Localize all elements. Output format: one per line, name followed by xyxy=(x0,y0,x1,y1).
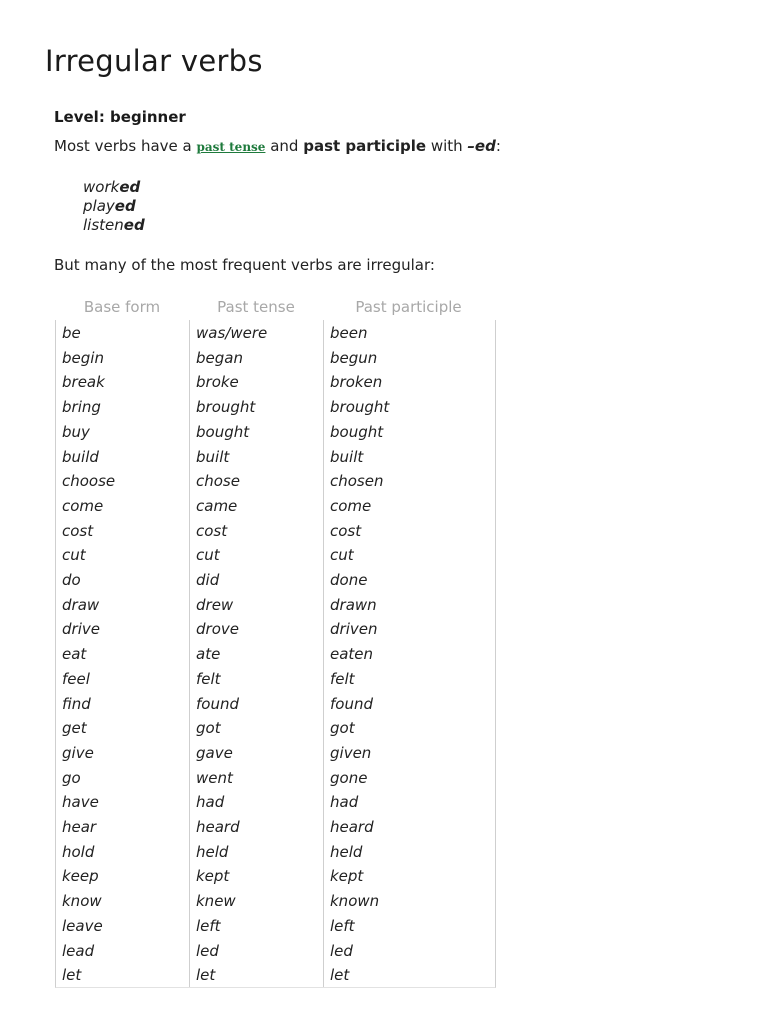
past-tense-cell: chose xyxy=(196,472,240,491)
past-tense-cell: found xyxy=(196,694,239,713)
table-row xyxy=(56,666,495,691)
irregular-intro: But many of the most frequent verbs are irregular: xyxy=(54,256,435,274)
example-item: worked xyxy=(83,178,141,196)
table-row xyxy=(56,345,495,370)
table-header xyxy=(0,298,768,320)
past-tense-cell: left xyxy=(196,916,221,935)
base-form-cell: keep xyxy=(62,867,99,886)
past-participle-cell: cost xyxy=(330,521,362,540)
verb-table xyxy=(55,320,496,988)
table-row xyxy=(56,616,495,641)
base-form-cell: be xyxy=(62,324,81,342)
table-row xyxy=(56,592,495,617)
past-tense-cell: cut xyxy=(196,546,220,565)
table-row xyxy=(56,938,495,963)
table-row xyxy=(56,518,495,543)
table-row xyxy=(56,715,495,740)
base-form-cell: bring xyxy=(62,398,101,417)
base-form-cell: get xyxy=(62,719,87,738)
past-participle-cell: given xyxy=(330,743,372,762)
past-participle-cell: let xyxy=(330,966,350,985)
table-row xyxy=(56,320,495,345)
past-participle-cell: built xyxy=(330,447,364,466)
base-form-cell: cut xyxy=(62,546,86,565)
past-participle-cell: heard xyxy=(330,818,374,836)
past-participle-cell: driven xyxy=(330,620,378,639)
past-participle-cell: held xyxy=(330,842,363,861)
past-participle-cell: chosen xyxy=(330,472,384,491)
intro-text-and: and xyxy=(265,137,304,155)
table-row xyxy=(56,567,495,592)
table-row xyxy=(56,394,495,419)
past-participle-cell: cut xyxy=(330,546,354,565)
past-tense-cell: came xyxy=(196,496,238,515)
past-participle-cell: known xyxy=(330,892,380,911)
past-tense-cell: kept xyxy=(196,867,230,886)
past-tense-cell: drove xyxy=(196,620,239,639)
table-row xyxy=(56,740,495,765)
base-form-cell: do xyxy=(62,571,81,589)
page-title: Irregular verbs xyxy=(45,44,263,78)
table-row xyxy=(56,468,495,493)
base-form-cell: give xyxy=(62,743,94,762)
past-tense-cell: was/were xyxy=(196,324,268,342)
base-form-cell: choose xyxy=(62,472,116,491)
table-row xyxy=(56,814,495,839)
base-form-cell: leave xyxy=(62,916,103,935)
table-row xyxy=(56,369,495,394)
base-form-cell: go xyxy=(62,768,81,787)
base-form-cell: begin xyxy=(62,348,104,367)
past-tense-cell: let xyxy=(196,966,216,985)
past-participle-cell: kept xyxy=(330,867,364,886)
base-form-cell: come xyxy=(62,496,104,515)
intro-colon: : xyxy=(495,137,501,155)
intro-paragraph xyxy=(54,137,501,155)
table-row xyxy=(56,419,495,444)
past-participle-cell: broken xyxy=(330,373,383,392)
past-participle-cell: gone xyxy=(330,768,368,787)
past-participle-cell: bought xyxy=(330,422,384,441)
base-form-cell: drive xyxy=(62,620,100,639)
past-participle-cell: come xyxy=(330,496,372,515)
past-participle-cell: had xyxy=(330,793,359,812)
table-row xyxy=(56,691,495,716)
example-list xyxy=(83,178,145,235)
base-form-cell: know xyxy=(62,892,102,911)
past-tense-cell: gave xyxy=(196,743,233,762)
past-participle-cell: done xyxy=(330,571,368,589)
past-tense-cell: did xyxy=(196,571,220,589)
table-row xyxy=(56,542,495,567)
past-tense-cell: got xyxy=(196,719,221,738)
ed-suffix: –ed xyxy=(467,137,496,155)
table-row xyxy=(56,765,495,790)
base-form-cell: build xyxy=(62,447,99,466)
example-item: played xyxy=(83,197,136,215)
base-form-cell: eat xyxy=(62,645,87,664)
table-row xyxy=(56,888,495,913)
header-base-form: Base form xyxy=(83,298,161,316)
past-tense-cell: broke xyxy=(196,373,239,392)
past-tense-cell: built xyxy=(196,447,230,466)
table-row xyxy=(56,839,495,864)
base-form-cell: cost xyxy=(62,521,94,540)
past-tense-cell: led xyxy=(196,941,219,960)
base-form-cell: draw xyxy=(62,595,100,614)
past-tense-cell: had xyxy=(196,793,225,812)
base-form-cell: hold xyxy=(62,842,95,861)
table-row xyxy=(56,863,495,888)
table-row xyxy=(56,789,495,814)
past-tense-cell: began xyxy=(196,348,243,367)
past-tense-cell: drew xyxy=(196,595,234,614)
past-participle-cell: begun xyxy=(330,348,378,367)
past-participle-cell: been xyxy=(330,324,368,342)
past-participle-cell: left xyxy=(330,916,355,935)
past-participle-term: past participle xyxy=(303,137,427,155)
base-form-cell: buy xyxy=(62,422,90,441)
past-tense-cell: bought xyxy=(196,422,250,441)
table-row xyxy=(56,641,495,666)
past-participle-cell: found xyxy=(330,694,373,713)
table-row xyxy=(56,444,495,469)
example-item: listened xyxy=(83,216,145,234)
past-participle-cell: brought xyxy=(330,398,390,417)
table-row xyxy=(56,493,495,518)
base-form-cell: find xyxy=(62,694,91,713)
past-tense-cell: brought xyxy=(196,398,256,417)
base-form-cell: have xyxy=(62,793,99,812)
past-tense-cell: cost xyxy=(196,521,228,540)
table-row xyxy=(56,913,495,938)
base-form-cell: let xyxy=(62,966,82,985)
past-tense-cell: went xyxy=(196,768,233,787)
past-tense-link[interactable]: past tense xyxy=(196,140,266,154)
intro-text-with: with xyxy=(426,137,468,155)
past-participle-cell: got xyxy=(330,719,355,738)
past-tense-cell: ate xyxy=(196,645,221,664)
base-form-cell: break xyxy=(62,373,105,392)
past-tense-cell: heard xyxy=(196,818,240,836)
level-label: Level: beginner xyxy=(54,108,186,126)
past-participle-cell: eaten xyxy=(330,645,374,664)
intro-text-before: Most verbs have a xyxy=(54,137,197,155)
base-form-cell: feel xyxy=(62,669,90,688)
past-participle-cell: drawn xyxy=(330,595,377,614)
header-past-participle: Past participle xyxy=(355,298,462,316)
past-tense-cell: held xyxy=(196,842,229,861)
past-participle-cell: led xyxy=(330,941,353,960)
base-form-cell: hear xyxy=(62,818,97,836)
past-participle-cell: felt xyxy=(330,669,355,688)
base-form-cell: lead xyxy=(62,941,95,960)
past-tense-cell: felt xyxy=(196,669,221,688)
table-row xyxy=(56,962,495,987)
past-tense-cell: knew xyxy=(196,892,236,911)
header-past-tense: Past tense xyxy=(217,298,295,316)
